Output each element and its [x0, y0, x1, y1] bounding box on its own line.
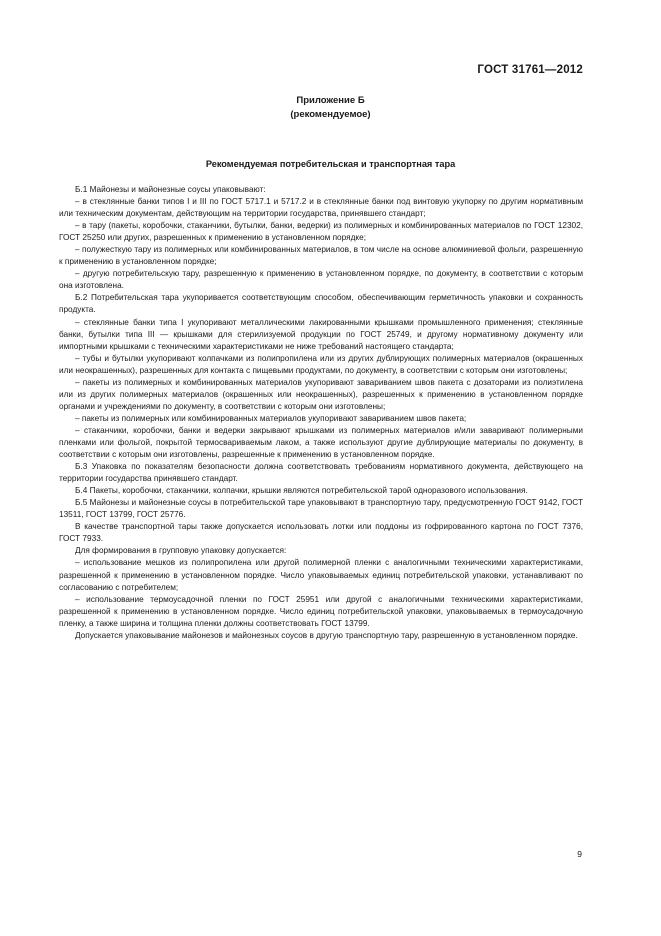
paragraph: – в тару (пакеты, коробочки, стаканчики, бутылки, банки, ведерки) из полимерных и комбинированных материалов по ГОСТ 12302, ГОСТ 25250 или других, разрешенных к применению в установленном порядке; [59, 221, 583, 243]
paragraph: – другую потребительскую тару, разрешенную к применению в установленном порядке, по документу, в соответствии с которым она изготовлена. [59, 269, 583, 291]
paragraph: – полужесткую тару из полимерных или комбинированных материалов, в том числе на основе алюминиевой фольги, разрешенную к применению в установленном порядке; [59, 245, 583, 267]
paragraph: Допускается упаковывание майонезов и майонезных соусов в другую транспортную тару, разрешенную в установленном порядке. [75, 630, 578, 640]
paragraph: – использование термоусадочной пленки по ГОСТ 25951 или другой с аналогичными техническими характеристиками, разрешенной к применению в установленном порядке. Число единиц потребительской упаковки, упаковываемых в термоусадочную пленку, а также ширина и толщина пленки должны соответствовать ГОСТ 13799. [59, 594, 583, 628]
paragraph: Б.5 Майонезы и майонезные соусы в потребительской таре упаковывают в транспортную тару, предусмотренную ГОСТ 9142, ГОСТ 13511, ГОСТ 13799, ГОСТ 25776. [59, 498, 583, 520]
paragraph: Б.4 Пакеты, коробочки, стаканчики, колпачки, крышки являются потребительской тарой одноразового использования. [75, 486, 528, 496]
section-title: Рекомендуемая потребительская и транспортная тара [205, 159, 456, 169]
paragraph: – пакеты из полимерных и комбинированных материалов укупоривают завариванием швов пакета с дозаторами из полиэтилена или из других полимерных материалов (окрашенных или неокрашенных), разрешенных к применению в установленном порядке органами и учреждениями по документу, в соответствии с которым они изготовлены; [59, 377, 583, 411]
paragraph: В качестве транспортной тары также допускается использовать лотки или поддоны из гофрированного картона по ГОСТ 7376, ГОСТ 7933. [59, 522, 583, 544]
paragraph: Б.2 Потребительская тара укупоривается соответствующим способом, обеспечивающим герметичность упаковки и сохранность продукта. [59, 293, 583, 315]
paragraph: – в стеклянные банки типов I и III по ГОСТ 5717.1 и 5717.2 и в стеклянные банки под винтовую укупорку по другим нормативным или техническим документам, действующим на территории государства, принявшего стандарт; [59, 197, 583, 219]
paragraph: – тубы и бутылки укупоривают колпачками из полипропилена или из других дублирующих полимерных материалов (окрашенных или неокрашенных), разрешенных для контакта с пищевыми продуктами, по документу, в соответствии с которым они изготовлены; [59, 353, 583, 375]
annex-status: (рекомендуемое) [290, 109, 371, 120]
page-number: 9 [577, 849, 582, 859]
body-text [59, 184, 583, 642]
paragraph: Для формирования в групповую упаковку допускается: [75, 546, 287, 556]
paragraph: – стаканчики, коробочки, банки и ведерки закрывают крышками из полимерных материалов и/или заваривают полимерными пленками или фольгой, покрытой термосвариваемым лаком, а также используют другие дублирующие материалы по документу, в соответствии с которым они изготовлены, разрешенные к применению в установленном порядке. [59, 425, 583, 460]
paragraph: – пакеты из полимерных или комбинированных материалов укупоривают завариванием швов пакета; [75, 413, 467, 423]
paragraph: – использование мешков из полипропилена или другой полимерной пленки с аналогичными техническими характеристиками, разрешенной к применению в установленном порядке. Число упаковываемых единиц потребительской упаковки, устанавливают по согласованию с потребителем; [59, 558, 583, 592]
paragraph: Б.1 Майонезы и майонезные соусы упаковывают: [75, 185, 266, 194]
paragraph: – стеклянные банки типа I укупоривают металлическими лакированными крышками промышленного применения; стеклянные банки, бутылки типа III — крышками для стерилизуемой продукции по ГОСТ 25749, и другому нормативному документу или импортными крышками с техническими характеристиками не ниже требований настоящего стандарта; [59, 317, 583, 351]
annex-title: Приложение Б [296, 95, 365, 106]
document-code: ГОСТ 31761—2012 [477, 64, 583, 76]
paragraph: Б.3 Упаковка по показателям безопасности должна соответствовать требованиям нормативного документа, действующего на территории государства принявшего стандарт. [59, 462, 583, 484]
